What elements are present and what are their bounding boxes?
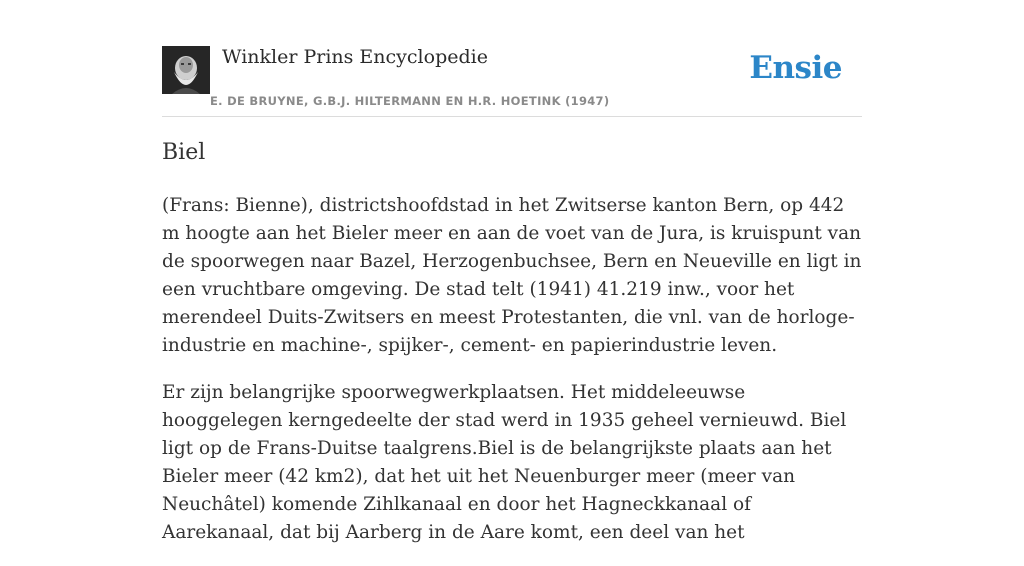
author-avatar-icon[interactable] <box>162 46 210 94</box>
source-authors: E. DE BRUYNE, G.B.J. HILTERMANN EN H.R. HOETINK (1947) <box>210 94 610 108</box>
article-title: Biel <box>162 140 206 165</box>
source-title[interactable]: Winkler Prins Encyclopedie <box>222 46 488 68</box>
source-header <box>162 46 862 117</box>
article-paragraph: (Frans: Bienne), districtshoofdstad in het Zwitserse kanton Bern, op 442 m hoogte aan het Bieler meer en aan de voet van de Jura, is kruispunt van de spoorwegen naar Bazel, Herzogenbuchsee, Bern en Neueville en ligt in een vruchtbare omgeving. De stad telt (1941) 41.219 inw., voor het merendeel Duits-Zwitsers en meest Protestanten, die vnl. van de horloge-industrie en machine-, spijker-, cement- en papierindustrie leven. <box>162 195 862 356</box>
brand-logo[interactable]: Ensie <box>749 50 842 86</box>
article-body <box>162 192 862 566</box>
article-paragraph: Er zijn belangrijke spoorwegwerkplaatsen. Het middeleeuwse hooggelegen kerngedeelte der stad werd in 1935 geheel vernieuwd. Biel ligt op de Frans-Duitse taalgrens.Biel is de belangrijkste plaats aan het Bieler meer (42 km2), dat het uit het Neuenburger meer (meer van Neuchâtel) komende Zihlkanaal en door het Hagneckkanaal of Aarekanaal, dat bij Aarberg in de Aare komt, een deel van het <box>162 382 847 543</box>
bearded-man-portrait-icon <box>162 46 210 94</box>
